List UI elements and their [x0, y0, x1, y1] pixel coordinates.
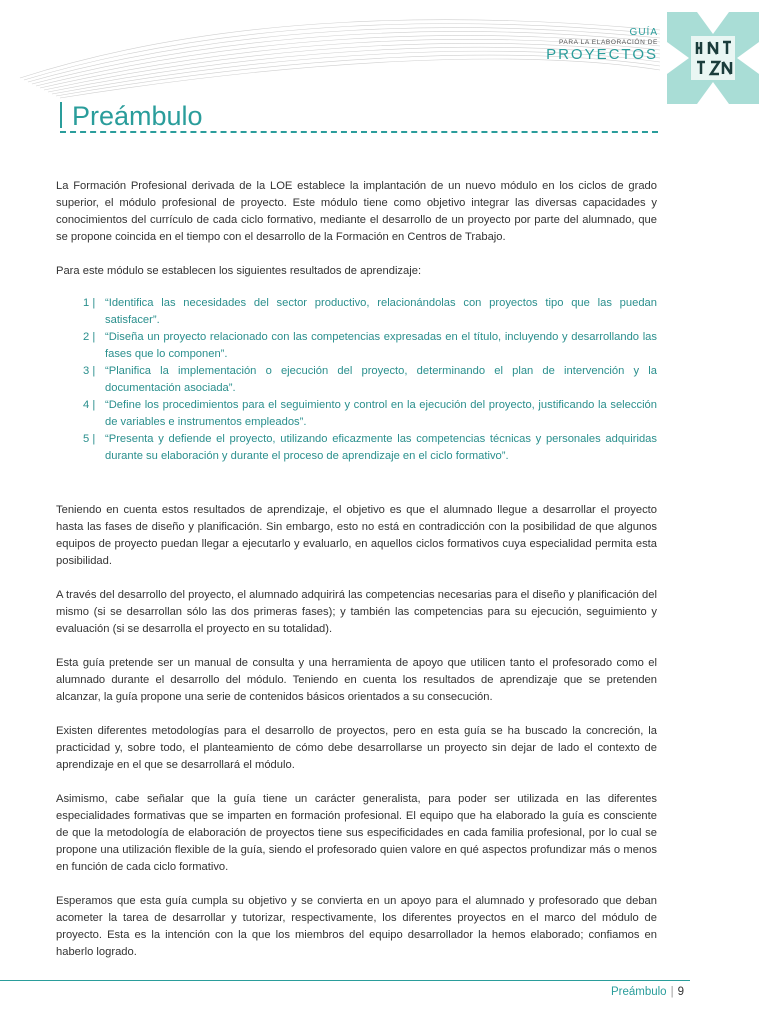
body-paragraph: Esperamos que esta guía cumpla su objetivo y se convierta en un apoyo para el alumnado y profesorado que deban acometer la tarea de desarrollar y tutorizar, respectivamente, los diferentes proyectos en el marco del módulo de proyecto. Esta es la intención con la que los miembros del equipo desarrollador la hemos elaborado; confiamos en haberlo logrado. — [56, 895, 657, 958]
result-number: 3 | — [83, 365, 96, 377]
body-paragraph: A través del desarrollo del proyecto, el alumnado adquirirá las competencias necesarias para el diseño y planificación del mismo (si se desarrollan sólo las dos primeras fases); y también las competencias para su ejecución, seguimiento y evaluación (si se desarrolla el proyecto en su totalidad). — [56, 589, 657, 635]
result-text: “Identifica las necesidades del sector productivo, relacionándolas con proyectos tipo que las puedan satisfacer”. — [105, 297, 657, 326]
brand-line-subtitle: PARA LA ELABORACIÓN DE — [558, 39, 658, 46]
learning-result-item — [83, 363, 657, 397]
body-paragraph: Existen diferentes metodologías para el desarrollo de proyectos, pero en esta guía se ha buscado la concreción, la practicidad y, sobre todo, el planteamiento de cómo debe desarrollarse un proyecto sin dejar de lado el contexto de aprendizaje en el que se desarrollará el módulo. — [56, 725, 657, 771]
learning-result-item — [83, 295, 657, 329]
footer-rule — [0, 980, 690, 981]
results-intro: Para este módulo se establecen los siguientes resultados de aprendizaje: — [56, 265, 422, 277]
result-text: “Diseña un proyecto relacionado con las competencias expresadas en el título, incluyendo y desarrollando las fases que lo componen”. — [105, 331, 657, 360]
intro-paragraph: La Formación Profesional derivada de la LOE establece la implantación de un nuevo módulo en los ciclos de grado superior, el módulo profesional de proyecto. Este módulo tiene como objetivo integrar las diversas capacidades y conocimientos del currículo de cada ciclo formativo, mediante el desarrollo de un proyecto por parte del alumnado, que se propone coincida en el tiempo con el desarrollo de la Formación en Centros de Trabajo. — [56, 180, 657, 243]
result-text: “Presenta y defiende el proyecto, utilizando eficazmente las competencias técnicas y personales adquiridas durante su elaboración y durante el proceso de aprendizaje en el ciclo formativo”. — [105, 433, 657, 462]
page-footer — [611, 986, 684, 998]
body-paragraph: Teniendo en cuenta estos resultados de aprendizaje, el objetivo es que el alumnado llegue a desarrollar el proyecto hasta las fases de diseño y planificación. Sin embargo, esto no está en contradicción con la posibilidad de que algunos equipos de proyecto puedan llegar a ejecutarlo y evaluarlo, en aquellos ciclos formativos cuya especialidad permita esta posibilidad. — [56, 504, 657, 567]
result-text: “Planifica la implementación o ejecución del proyecto, determinando el plan de intervención y la documentación asociada”. — [105, 365, 657, 394]
body-paragraph: Asimismo, cabe señalar que la guía tiene un carácter generalista, para poder ser utilizada en las diferentes especialidades formativas que se imparten en formación profesional. El equipo que ha elaborado la guía es consciente de que la metodología de elaboración de proyectos tiene sus especificidades en cada familia profesional, por lo cual se propone una utilización flexible de la guía, siendo el profesorado quien valore en qué aspectos profundizar más o menos en función de cada ciclo formativo. — [56, 793, 657, 873]
body-text — [56, 178, 657, 961]
body-paragraph: Esta guía pretende ser un manual de consulta y una herramienta de apoyo que utilicen tanto el profesorado como el alumnado durante el desarrollo del módulo. Teniendo en cuenta los resultados de aprendizaje que se pretenden alcanzar, la guía propone una serie de contenidos básicos orientados a su consecución. — [56, 657, 657, 703]
brand-line-proyectos: PROYECTOS — [546, 46, 658, 63]
footer-separator: | — [670, 986, 674, 998]
footer-section-label: Preámbulo — [610, 986, 667, 998]
brand-line-guia: GUÍA — [629, 27, 658, 38]
page-title: Preámbulo — [72, 101, 203, 131]
title-dashed-rule — [60, 131, 658, 133]
result-number: 4 | — [83, 399, 96, 411]
result-text: “Define los procedimientos para el seguimiento y control en la ejecución del proyecto, justificando la selección de variables e instrumentos empleados”. — [105, 399, 657, 428]
result-number: 2 | — [83, 331, 96, 343]
result-number: 5 | — [83, 433, 96, 445]
result-number: 1 | — [83, 297, 96, 309]
page-number: 9 — [677, 986, 684, 998]
guide-brand — [546, 28, 658, 63]
learning-results-list — [56, 295, 657, 465]
title-accent-bar — [60, 102, 62, 128]
learning-result-item — [83, 329, 657, 363]
learning-result-item — [83, 431, 657, 465]
guide-logo-icon — [667, 12, 759, 104]
learning-result-item — [83, 397, 657, 431]
